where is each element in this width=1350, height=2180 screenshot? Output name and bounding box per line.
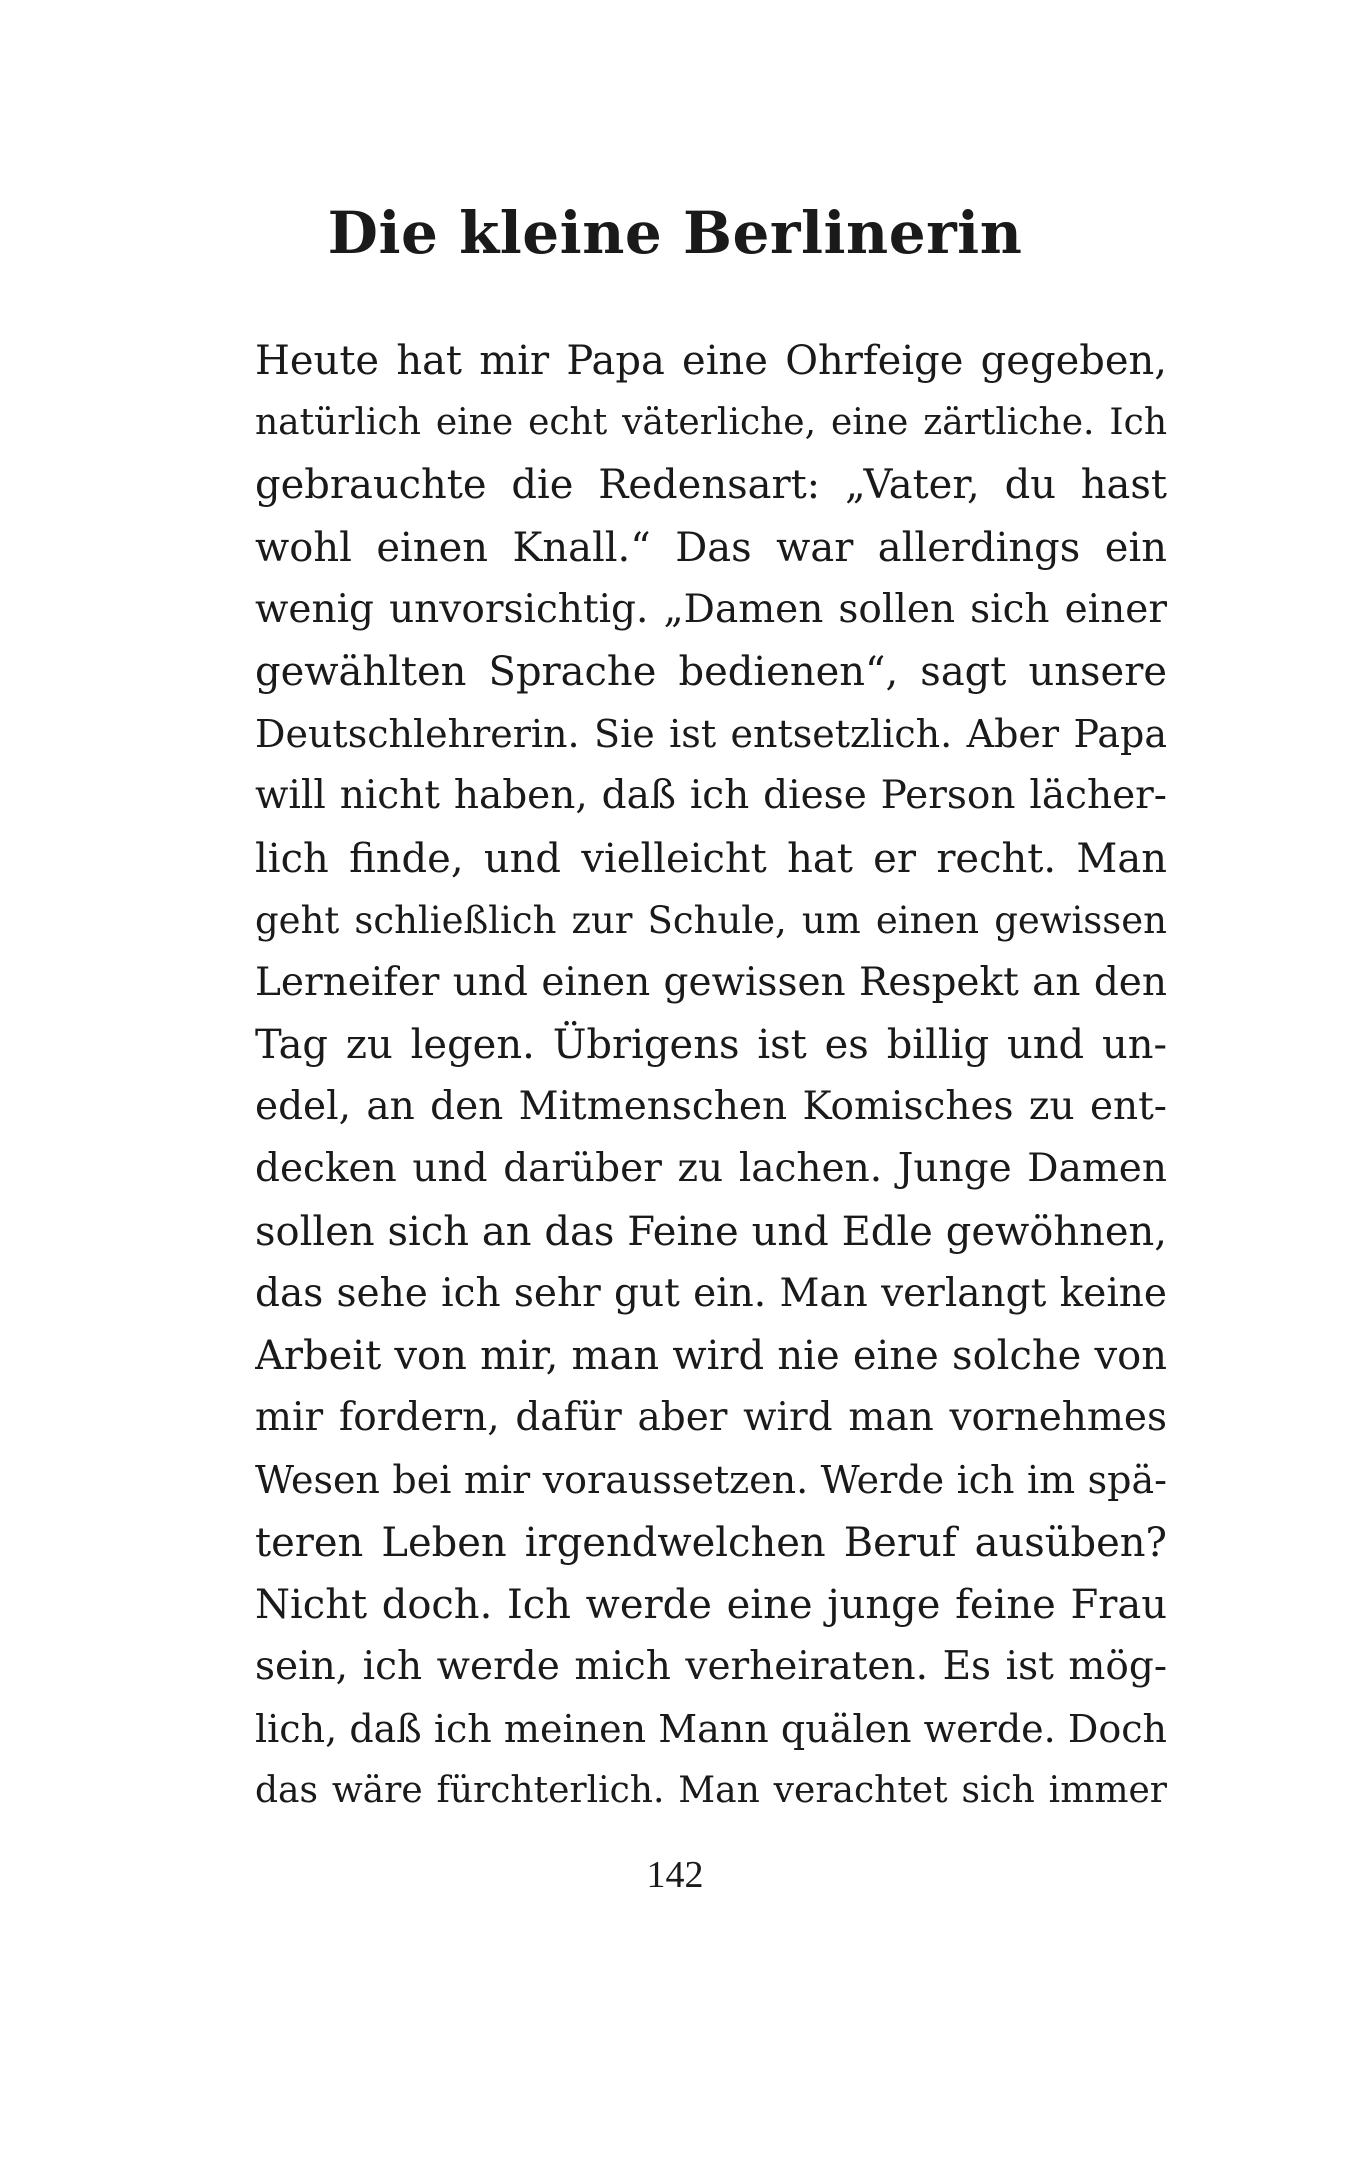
text-line: sollen sich an das Feine und Edle gewöhnen, [255, 1208, 1167, 1255]
text-line: sein, ich werde mich verheiraten. Es ist mög- [255, 1643, 1167, 1689]
text-line: das sehe ich sehr gut ein. Man verlangt keine [255, 1270, 1167, 1316]
text-line: geht schließlich zur Schule, um einen gewissen [255, 898, 1167, 942]
text-line: gebrauchte die Redensart: „Vater, du hast [255, 462, 1167, 509]
text-line: Arbeit von mir, man wird nie eine solche von [255, 1333, 1167, 1379]
text-line: gewählten Sprache bedienen“, sagt unsere [255, 648, 1167, 695]
text-line: teren Leben irgendwelchen Beruf ausüben? [255, 1519, 1167, 1566]
text-line: mir fordern, dafür aber wird man vornehmes [255, 1395, 1167, 1441]
text-line: wenig unvorsichtig. „Damen sollen sich einer [255, 586, 1167, 632]
text-line: Deutschlehrerin. Sie ist entsetzlich. Aber Papa [255, 712, 1167, 757]
text-line: will nicht haben, daß ich diese Person lächer- [255, 773, 1167, 819]
text-line: lich finde, und vielleicht hat er recht. Man [255, 835, 1167, 882]
text-line: wohl einen Knall.“ Das war allerdings ein [255, 524, 1167, 571]
text-line: das wäre fürchterlich. Man verachtet sich immer [255, 1770, 1167, 1812]
text-line: Nicht doch. Ich werde eine junge feine Frau [255, 1581, 1167, 1628]
text-line: lich, daß ich meinen Mann quälen werde. Doch [255, 1707, 1167, 1752]
body-text [255, 330, 1167, 1823]
text-line: Wesen bei mir voraussetzen. Werde ich im spä- [255, 1458, 1167, 1503]
text-line: natürlich eine echt väterliche, eine zärtliche. Ich [255, 402, 1167, 444]
page-number: 142 [646, 1854, 704, 1896]
text-line: edel, an den Mitmenschen Komisches zu ent- [255, 1084, 1167, 1130]
text-line: decken und darüber zu lachen. Junge Damen [255, 1146, 1167, 1192]
text-line: Lerneifer und einen gewissen Respekt an den [255, 959, 1167, 1005]
text-line: Tag zu legen. Übrigens ist es billig und un- [255, 1022, 1167, 1069]
chapter-title: Die kleine Berlinerin [327, 199, 1023, 267]
text-line: Heute hat mir Papa eine Ohrfeige gegeben, [255, 338, 1167, 384]
